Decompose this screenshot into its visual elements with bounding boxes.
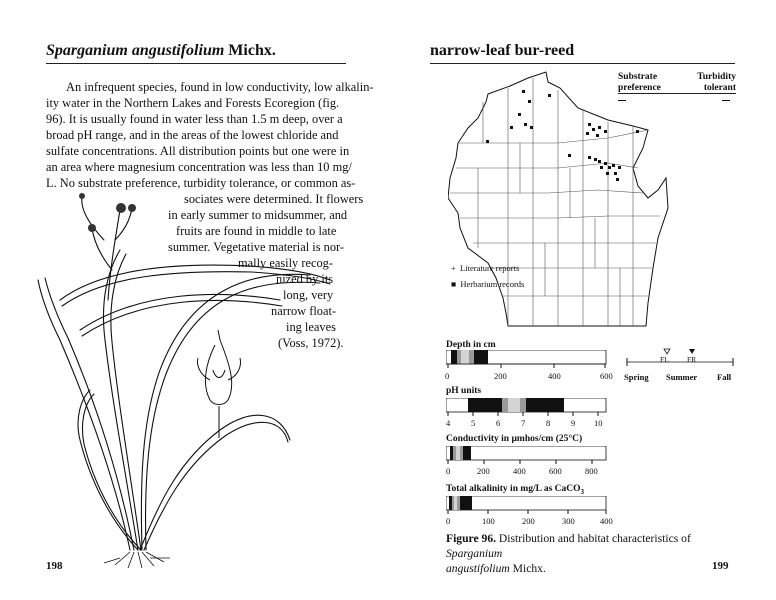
depth-bar-chart [446,350,616,384]
right-page-title: narrow-leaf bur-reed [430,42,575,59]
fl-label: FL [660,355,669,364]
depth-tick: 200 [494,371,507,381]
text-line: an area where magnesium concentration was less than 10 mg/ [46,160,352,174]
fr-label: FR [687,355,697,364]
text-line: L. No substrate preference, turbidity tolerance, or common as- [46,176,356,190]
text-line: fruits are found in middle to late [176,224,337,238]
legend-herbarium: ■ Herbarium records [451,279,525,289]
conductivity-bar-chart [446,446,611,468]
alkalinity-tick: 300 [562,516,575,526]
conductivity-tick: 200 [477,466,490,476]
alkalinity-bar-chart [446,496,616,518]
text-line: broad pH range, and in the areas of the lowest chloride and [46,128,339,142]
conductivity-tick: 400 [513,466,526,476]
ph-bar-chart [446,398,611,420]
depth-tick: 0 [445,371,450,381]
text-line: ity water in the Northern Lakes and Forests Ecoregion (fig. [46,96,340,110]
text-line: sociates were determined. It flowers [184,192,364,206]
season-tick: Summer [666,372,698,382]
species-author: Michx. [224,42,276,59]
text-line: narrow float- [271,304,337,318]
left-title-rule [46,63,346,64]
season-timeline [625,346,737,370]
legend-literature: + Literature reports [451,263,520,273]
text-line: nized by its [276,272,334,286]
depth-tick: 400 [548,371,561,381]
right-page-number: 199 [712,560,729,572]
square-icon: ■ [451,279,457,289]
alkalinity-tick: 400 [600,516,613,526]
text-line: in early summer to midsummer, and [168,208,348,222]
species-name: Sparganium angustifolium [46,42,225,59]
text-line: sulfate concentrations. All distribution points but one were in [46,144,350,158]
plus-icon: + [451,263,456,273]
plant-illustration [20,180,350,570]
depth-tick: 600 [600,371,613,381]
figure-caption: Figure 96. Distribution and habitat characteristics of Sparganium angustifolium Michx. [446,532,691,575]
alkalinity-title: Total alkalinity in mg/L as CaCO$_3$ [446,484,585,496]
ph-title: pH units [446,386,482,396]
ph-tick: 7 [521,418,526,428]
season-tick: Spring [624,372,649,382]
left-page-number: 198 [46,560,63,572]
text-line: 96). It is usually found in water less than 1.5 m deep, over a [46,112,343,126]
ph-tick: 8 [546,418,551,428]
ph-tick: 5 [471,418,476,428]
right-title-rule [430,63,735,64]
flower-marker [664,349,670,354]
season-tick: Fall [717,372,732,382]
conductivity-tick: 0 [446,466,451,476]
text-line: mally easily recog- [238,256,333,270]
conductivity-title: Conductivity in µmhos/cm (25°C) [446,434,583,444]
turbidity-label: Turbidity tolerant [697,72,736,93]
turbidity-dash [722,100,730,101]
conductivity-tick: 600 [549,466,562,476]
wisconsin-distribution-map [448,68,713,330]
alkalinity-tick: 0 [446,516,451,526]
fruit-marker [689,349,695,354]
ph-tick: 6 [496,418,501,428]
left-page-title [46,42,276,60]
text-line: long, very [283,288,334,302]
alkalinity-tick: 200 [522,516,535,526]
text-line: An infrequent species, found in low conductivity, low alkalin- [66,80,374,94]
text-line: summer. Vegetative material is nor- [168,240,345,254]
substrate-label: Substrate preference [618,72,661,93]
conductivity-tick: 800 [585,466,598,476]
text-line: (Voss, 1972). [278,336,344,350]
depth-title: Depth in cm [446,340,496,350]
alkalinity-tick: 100 [482,516,495,526]
ph-tick: 10 [594,418,603,428]
ph-tick: 4 [446,418,451,428]
ph-tick: 9 [571,418,576,428]
text-line: ing leaves [286,320,336,334]
